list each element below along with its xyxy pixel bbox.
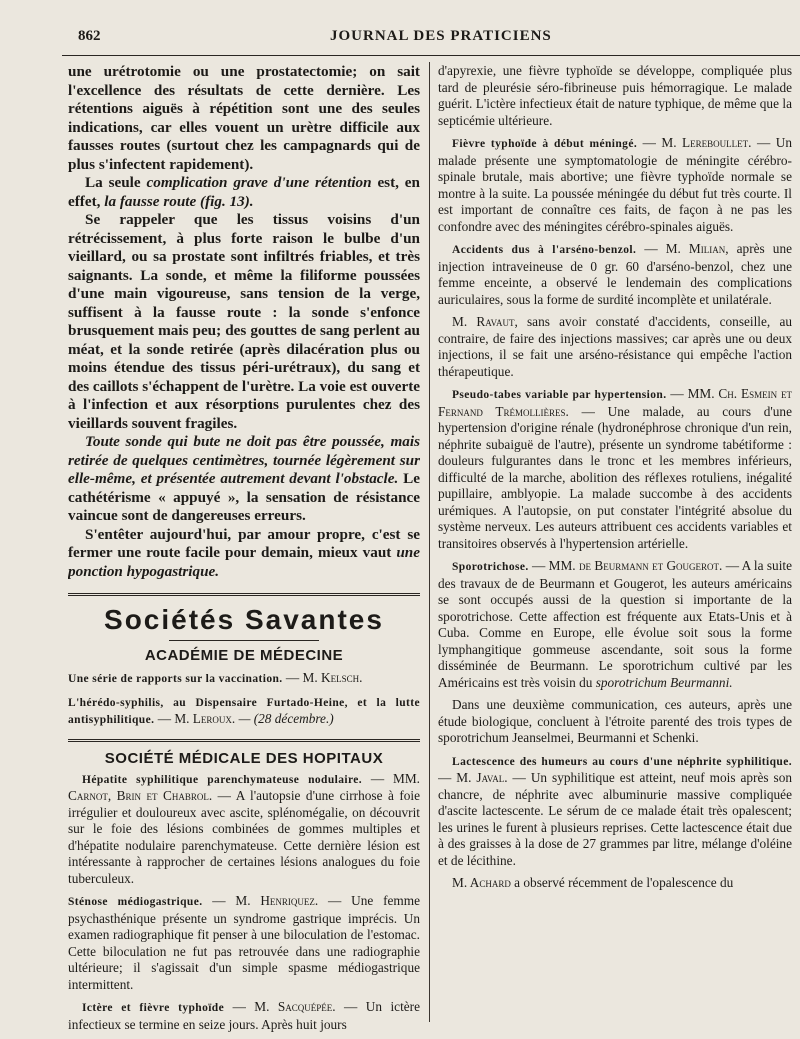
entry-author: — M. Henriquez. xyxy=(202,893,319,908)
entry-author: — MM. de Beurmann et Gougerot. xyxy=(528,558,723,573)
entry-author: — MM. Ch. Esmein et Fernand Trémollières. xyxy=(438,386,792,419)
paragraph-urethrotomy: une urétrotomie ou une prostatectomie; on sait l'excellence des résultats de cette dernière. Les rétentions aiguës à répétition sont une des seules indications, car elles vouent un urètre difficile aux fausses routes (surtout chez les campagnards qui de plus s'infectent rapidement). xyxy=(68,63,420,173)
entry-pseudo-tabes xyxy=(438,386,792,552)
section-title-societes: Sociétés Savantes xyxy=(104,604,384,635)
entry-sporotrichose xyxy=(438,558,792,691)
entry-stenose xyxy=(68,893,420,993)
entry-heading: Accidents dus à l'arséno-benzol. xyxy=(452,244,637,256)
entry-heading: Fièvre typhoïde à début méningé. xyxy=(452,138,638,150)
entry-lactescence xyxy=(438,753,792,870)
entry-author: — MM. Carnot, Brin et Chabrol. xyxy=(68,770,420,803)
entry-text: sans avoir constaté d'accidents, conseille, au contraire, de faire des injections massives; car après une ou deux injections, il se fait une arséno-résistance qui empêche l'action thérapeutique. xyxy=(438,314,792,379)
entry-fievre-typhoide xyxy=(438,135,792,235)
entry-text: — A l'autopsie d'une cirrhose à foie irrégulier et douloureux avec ascite, splénomégalie, on découvrit sur le foie des lésions combinées de gommes multiples et d'hépatite nodulaire parenchymateuse. Cette dernière lésion est intéressante à rapprocher de certaines lésions analogues du foie tuberculeux. xyxy=(68,788,420,886)
entry-text: après une injection intraveineuse de 0 gr. 60 d'arséno-benzol, chez une femme enceinte, a observé le lendemain des complications auriculaires, sous la forme de surdité incomplète et unilatérale. xyxy=(438,241,792,307)
text-run-italic: une ponction hypogastrique. xyxy=(68,544,420,580)
entry-author: — M. Leroux. xyxy=(157,711,236,726)
figure-reference: (fig. 13). xyxy=(196,192,254,210)
paragraph-sonde xyxy=(68,433,420,526)
section-double-rule xyxy=(68,593,420,596)
page-header xyxy=(78,28,800,50)
paragraph-achard xyxy=(438,875,792,892)
entry-heading: Une série de rapports sur la vaccination. xyxy=(68,673,283,685)
entry-author: M. Achard xyxy=(452,875,511,890)
paragraph-complication xyxy=(68,174,420,211)
text-run: La seule xyxy=(85,174,147,191)
entry-author: — M. Milian, xyxy=(636,241,729,256)
entry-text: — Une femme psychasthénique présente un syndrome gastrique imprécis. Un examen radiographique fit penser à une biloculation de l'estomac. Cette biloculation ne fut pas retrouvée dans une radiographie ultérieure; il s'agissait d'un simple spasme médiogastrique intermittent. xyxy=(68,893,420,992)
entry-text: — Un ictère infectieux se termine en seize jours. Après huit jours xyxy=(68,999,420,1032)
paragraph-ravaut xyxy=(438,314,792,380)
entry-heading: Ictère et fièvre typhoïde xyxy=(82,1002,225,1014)
entry-author: — M. Kelsch. xyxy=(285,670,363,685)
journal-title: JOURNAL DES PRATICIENS xyxy=(330,28,552,44)
entry-heading: Sporotrichose. xyxy=(452,561,529,573)
header-rule xyxy=(62,55,800,56)
entry-arseno-benzol xyxy=(438,241,792,308)
short-rule xyxy=(169,640,319,641)
entry-heading: L'hérédo-syphilis, au Dispensaire Furtado-Heine, et la lutte antisyphilitique. xyxy=(68,696,420,726)
subsection-societe-medicale: SOCIÉTÉ MÉDICALE DES HOPITAUX xyxy=(104,749,384,767)
entry-heading: Pseudo-tabes variable par hypertension. xyxy=(452,389,667,401)
subsection-academie: ACADÉMIE DE MÉDECINE xyxy=(144,647,344,664)
text-run-italic: Toute sonde qui bute ne doit pas être poussée, mais retirée de quelques centimètres, tournée légèrement sur elle-même, et présentée autrement devant l'obstacle. xyxy=(68,433,420,487)
text-run-italic: la fausse route xyxy=(104,192,197,210)
page-number: 862 xyxy=(78,28,101,44)
column-divider xyxy=(429,62,430,1022)
entry-text: a observé récemment de l'opalescence du xyxy=(510,875,734,890)
text-run: S'entêter aujourd'hui, par amour propre, c'est se fermer une route facile pour demain, mieux vaut xyxy=(68,525,420,561)
text-run-italic: complication grave d'une rétention xyxy=(146,174,372,191)
paragraph-tissues: Se rappeler que les tissus voisins d'un rétrécissement, à plus forte raison le bulbe d'un vieillard, ou sa prostate sont infiltrés friables, et très saignants. La sonde, et même la filiforme poussées d'une main vigoureuse, sans tension de la verge, suffisent à la fausse route : la sonde s'enfonce brusquement mais peu; des gouttes de sang perlent au méat, et la sonde retirée (après dilacération plus ou moins étendue des tissus péri-urétraux), du sang et des caillots s'échappent de l'urètre. La voie est ouverte à l'infection et aux résorptions purulentes chez des vieillards souvent fragiles. xyxy=(68,211,420,432)
entry-hepatite xyxy=(68,771,420,888)
text-run: Le cathétérisme « appuyé », la sensation de résistance vaincue sont de dangereuses erreurs. xyxy=(68,470,420,524)
entry-heredo xyxy=(68,694,420,729)
entry-vaccination xyxy=(68,670,420,688)
entry-date: — (28 décembre.) xyxy=(238,711,334,726)
paragraph-apyrexie: d'apyrexie, une fièvre typhoïde se développe, compliquée plus tard de pleurésie séro-fibrineuse puis hémorragique. Le malade guérit. L'ictère infectieux était de nature typhique, de même que la septicémie ultérieure. xyxy=(438,63,792,128)
text-run-italic: sporotrichum Beurmanni. xyxy=(595,674,733,690)
entry-text: — Un malade présente une symptomatologie de méningite cérébro-spinale brutale, mais abortive; une fièvre typhoïde normale se montre à la suite. La poussée méningée du début fut très courte. Il est important de connaître ces faits, de façon à ne pas les confondre avec des méningites cérébro-spinales aiguës. xyxy=(438,135,792,234)
entry-author: — M. Javal. xyxy=(438,770,508,785)
entry-heading: Sténose médiogastrique. xyxy=(68,896,203,908)
entry-author: — M. Sacquépée. xyxy=(224,999,336,1014)
paragraph-deuxieme-communication: Dans une deuxième communication, ces auteurs, après une étude biologique, concluent à l'étroite parenté des trois types de sporotrichum Jeanselmei, Beurmanni et Schenki. xyxy=(438,697,792,745)
entry-ictere xyxy=(68,999,420,1033)
entry-heading: Lactescence des humeurs au cours d'une néphrite syphilitique. xyxy=(452,755,792,768)
entry-text: — A la suite des travaux de de Beurmann et Gougerot, les auteurs américains se sont occupés aussi de la question si importante de la sporotrichose. Cette affection est fréquente aux Etats-Unis et à Cuba. Comme en Europe, elle évolue soit sous la forme lymphangitique gommeuse ascendante, soit sous la forme disséminée de Beurmann. Le sporotrichum cultivé par les Américains est très voisin du xyxy=(438,558,792,690)
entry-author: M. Ravaut, xyxy=(452,314,518,329)
text-run: est, en effet, xyxy=(68,174,420,210)
subsection-double-rule xyxy=(68,739,420,742)
left-column xyxy=(68,63,420,1033)
entry-text: — Une malade, au cours d'une hypertension d'origine rénale (hydronéphrose chronique d'un rein, néphrite subaiguë de l'autre), présente un syndrome tabétiforme : douleurs fulgurantes dans le tronc et les membres inférieurs, difficulté de la marche, abolition des réflexes rotuliens, inégalité pupillaire, amblyopie. La malade succombe à des accidents urémiques. A l'autopsie, on put constater l'intégrité absolue du système nerveux. Les auteurs attribuent ces accidents variables et transitoires observés à l'hypertension artérielle. xyxy=(438,403,792,551)
paragraph-conclusion xyxy=(68,526,420,582)
right-column xyxy=(438,63,792,1033)
entry-text: — Un syphilitique est atteint, neuf mois après son chancre, de néphrite avec albuminurie massive compliquée d'ascite lactescente. Le sérum de ce malade était très opalescent; les urines le furent à plusieurs reprises. Cette lactescence était due à des graisses à la dose de 27 grammes par litre, mélange d'oléine et de lécithine. xyxy=(438,770,792,868)
entry-heading: Hépatite syphilitique parenchymateuse nodulaire. xyxy=(82,773,363,786)
entry-author: — M. Lereboullet. xyxy=(637,135,752,150)
